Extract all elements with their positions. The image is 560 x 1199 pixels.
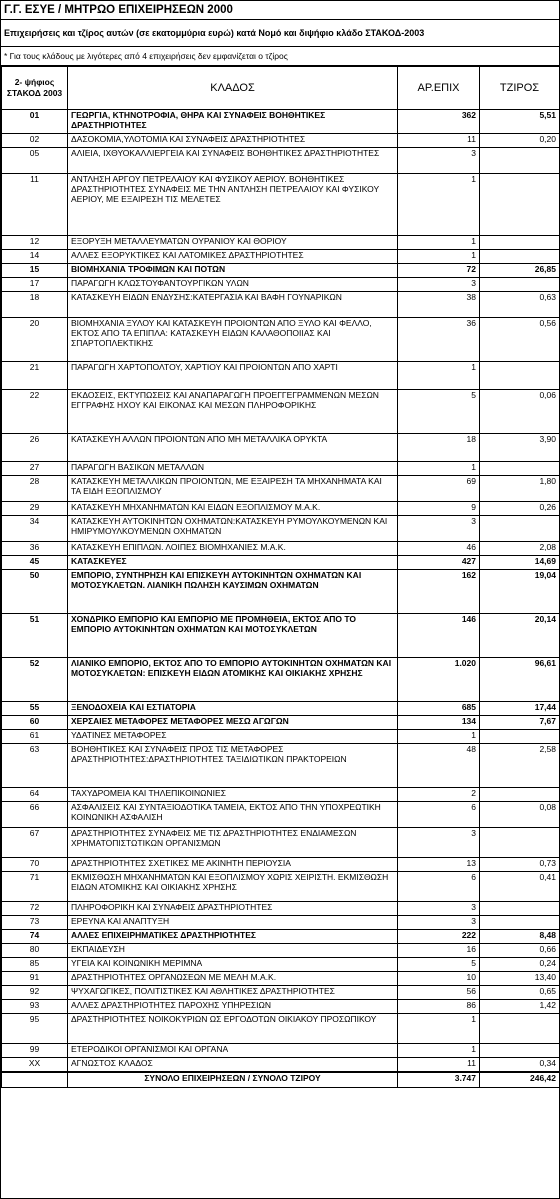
- row-code: 74: [2, 930, 68, 944]
- table-row: [2, 972, 560, 986]
- row-turnover: [480, 148, 560, 174]
- row-code: 64: [2, 788, 68, 802]
- row-code: 72: [2, 902, 68, 916]
- row-code: 55: [2, 702, 68, 716]
- table-row: [2, 278, 560, 292]
- table-row: [2, 542, 560, 556]
- table-row: [2, 390, 560, 434]
- row-sector: ΚΑΤΑΣΚΕΥΗ ΑΥΤΟΚΙΝΗΤΩΝ ΟΧΗΜΑΤΩΝ:ΚΑΤΑΣΚΕΥΗ ΡΥΜΟΥΛΚΟΥΜΕΝΩΝ ΚΑΙ ΗΜΙΡΥΜΟΥΛΚΟΥΜΕΝΩΝ ΟΧΗΜΑΤΩΝ: [68, 516, 398, 542]
- row-turnover: 1,42: [480, 1000, 560, 1014]
- table-row: [2, 174, 560, 236]
- row-turnover: 19,04: [480, 570, 560, 614]
- row-sector: ΑΛΛΕΣ ΔΡΑΣΤΗΡΙΟΤΗΤΕΣ ΠΑΡΟΧΗΣ ΥΠΗΡΕΣΙΩΝ: [68, 1000, 398, 1014]
- row-turnover: 1,80: [480, 476, 560, 502]
- row-code: 80: [2, 944, 68, 958]
- row-code: 45: [2, 556, 68, 570]
- row-count: 2: [398, 788, 480, 802]
- row-sector: ΕΜΠΟΡΙΟ, ΣΥΝΤΗΡΗΣΗ ΚΑΙ ΕΠΙΣΚΕΥΗ ΑΥΤΟΚΙΝΗΤΩΝ ΟΧΗΜΑΤΩΝ ΚΑΙ ΜΟΤΟΣΥΚΛΕΤΩΝ. ΛΙΑΝΙΚΗ ΠΩΛΗΣΗ ΚΑΥΣΙΜΩΝ ΟΧΗΜΑΤΩΝ: [68, 570, 398, 614]
- row-code: 85: [2, 958, 68, 972]
- table-row: [2, 110, 560, 134]
- row-sector: ΚΑΤΑΣΚΕΥΗ ΕΙΔΩΝ ΕΝΔΥΣΗΣ:ΚΑΤΕΡΓΑΣΙΑ ΚΑΙ ΒΑΦΗ ΓΟΥΝΑΡΙΚΩΝ: [68, 292, 398, 318]
- row-sector: ΕΚΔΟΣΕΙΣ, ΕΚΤΥΠΩΣΕΙΣ ΚΑΙ ΑΝΑΠΑΡΑΓΩΓΗ ΠΡΟΕΓΓΕΓΡΑΜΜΕΝΩΝ ΜΕΣΩΝ ΕΓΓΡΑΦΗΣ ΗΧΟΥ ΚΑΙ ΕΙΚΟΝΑΣ ΚΑΙ ΜΕΣΩΝ ΠΛΗΡΟΦΟΡΙΚΗΣ: [68, 390, 398, 434]
- report-title: Γ.Γ. ΕΣΥΕ / ΜΗΤΡΩΟ ΕΠΙΧΕΙΡΗΣΕΩΝ 2000: [1, 1, 559, 20]
- row-code: 28: [2, 476, 68, 502]
- row-count: 46: [398, 542, 480, 556]
- row-count: 18: [398, 434, 480, 462]
- row-code: 92: [2, 986, 68, 1000]
- table-row: [2, 744, 560, 788]
- row-sector: ΔΡΑΣΤΗΡΙΟΤΗΤΕΣ ΣΥΝΑΦΕΙΣ ΜΕ ΤΙΣ ΔΡΑΣΤΗΡΙΟΤΗΤΕΣ ΕΝΔΙΑΜΕΣΩΝ ΧΡΗΜΑΤΟΠΙΣΤΩΤΙΚΩΝ ΟΡΓΑΝΙΣΜΩΝ: [68, 828, 398, 858]
- row-count: 16: [398, 944, 480, 958]
- table-row: [2, 658, 560, 702]
- table-row: [2, 958, 560, 972]
- table-row: [2, 858, 560, 872]
- table-row: [2, 902, 560, 916]
- row-count: 13: [398, 858, 480, 872]
- row-sector: ΚΑΤΑΣΚΕΥΗ ΑΛΛΩΝ ΠΡΟΙΟΝΤΩΝ ΑΠΟ ΜΗ ΜΕΤΑΛΛΙΚΑ ΟΡΥΚΤΑ: [68, 434, 398, 462]
- row-sector: ΑΣΦΑΛΙΣΕΙΣ ΚΑΙ ΣΥΝΤΑΞΙΟΔΟΤΙΚΑ ΤΑΜΕΙΑ, ΕΚΤΟΣ ΑΠΟ ΤΗΝ ΥΠΟΧΡΕΩΤΙΚΗ ΚΟΙΝΩΝΙΚΗ ΑΣΦΑΛΙΣΗ: [68, 802, 398, 828]
- row-sector: ΕΡΕΥΝΑ ΚΑΙ ΑΝΑΠΤΥΞΗ: [68, 916, 398, 930]
- row-sector: ΔΡΑΣΤΗΡΙΟΤΗΤΕΣ ΝΟΙΚΟΚΥΡΙΩΝ ΩΣ ΕΡΓΟΔΟΤΩΝ ΟΙΚΙΑΚΟΥ ΠΡΟΣΩΠΙΚΟΥ: [68, 1014, 398, 1044]
- row-count: 9: [398, 502, 480, 516]
- table-row: [2, 1058, 560, 1073]
- table-row: [2, 264, 560, 278]
- row-count: 685: [398, 702, 480, 716]
- row-code: 26: [2, 434, 68, 462]
- row-code: 50: [2, 570, 68, 614]
- row-sector: ΚΑΤΑΣΚΕΥΗ ΜΗΧΑΝΗΜΑΤΩΝ ΚΑΙ ΕΙΔΩΝ ΕΞΟΠΛΙΣΜΟΥ Μ.Α.Κ.: [68, 502, 398, 516]
- table-row: [2, 134, 560, 148]
- table-row: [2, 802, 560, 828]
- total-count: 3.747: [398, 1072, 480, 1088]
- row-turnover: 8,48: [480, 930, 560, 944]
- row-count: 1: [398, 730, 480, 744]
- row-turnover: 0,20: [480, 134, 560, 148]
- row-sector: ΚΑΤΑΣΚΕΥΕΣ: [68, 556, 398, 570]
- sector-table: [1, 66, 560, 1088]
- row-sector: ΑΛΛΕΣ ΕΞΟΡΥΚΤΙΚΕΣ ΚΑΙ ΛΑΤΟΜΙΚΕΣ ΔΡΑΣΤΗΡΙΟΤΗΤΕΣ: [68, 250, 398, 264]
- row-sector: ΑΓΝΩΣΤΟΣ ΚΛΑΔΟΣ: [68, 1058, 398, 1073]
- header-turnover: ΤΖΙΡΟΣ: [480, 67, 560, 110]
- row-code: 66: [2, 802, 68, 828]
- row-code: 05: [2, 148, 68, 174]
- row-sector: ΠΑΡΑΓΩΓΗ ΚΛΩΣΤΟΥΦΑΝΤΟΥΡΓΙΚΩΝ ΥΛΩΝ: [68, 278, 398, 292]
- total-label: ΣΥΝΟΛΟ ΕΠΙΧΕΙΡΗΣΕΩΝ / ΣΥΝΟΛΟ ΤΖΙΡΟΥ: [68, 1072, 398, 1088]
- row-turnover: [480, 730, 560, 744]
- row-turnover: 0,56: [480, 318, 560, 362]
- table-row: [2, 986, 560, 1000]
- row-code: 70: [2, 858, 68, 872]
- table-row: [2, 1000, 560, 1014]
- row-count: 3: [398, 516, 480, 542]
- row-turnover: [480, 174, 560, 236]
- row-code: 18: [2, 292, 68, 318]
- row-sector: ΞΕΝΟΔΟΧΕΙΑ ΚΑΙ ΕΣΤΙΑΤΟΡΙΑ: [68, 702, 398, 716]
- row-turnover: [480, 828, 560, 858]
- table-row: [2, 944, 560, 958]
- row-turnover: [480, 902, 560, 916]
- row-sector: ΨΥΧΑΓΩΓΙΚΕΣ, ΠΟΛΙΤΙΣΤΙΚΕΣ ΚΑΙ ΑΘΛΗΤΙΚΕΣ ΔΡΑΣΤΗΡΙΟΤΗΤΕΣ: [68, 986, 398, 1000]
- row-code: 29: [2, 502, 68, 516]
- row-sector: ΓΕΩΡΓΙΑ, ΚΤΗΝΟΤΡΟΦΙΑ, ΘΗΡΑ ΚΑΙ ΣΥΝΑΦΕΙΣ ΒΟΗΘΗΤΙΚΕΣ ΔΡΑΣΤΗΡΙΟΤΗΤΕΣ: [68, 110, 398, 134]
- row-turnover: [480, 462, 560, 476]
- row-sector: ΕΞΟΡΥΞΗ ΜΕΤΑΛΛΕΥΜΑΤΩΝ ΟΥΡΑΝΙΟΥ ΚΑΙ ΘΟΡΙΟΥ: [68, 236, 398, 250]
- row-count: 10: [398, 972, 480, 986]
- table-row: [2, 716, 560, 730]
- table-row: [2, 614, 560, 658]
- row-code: 17: [2, 278, 68, 292]
- row-code: 36: [2, 542, 68, 556]
- row-count: 72: [398, 264, 480, 278]
- header-count: ΑΡ.ΕΠΙΧ: [398, 67, 480, 110]
- table-row: [2, 434, 560, 462]
- row-sector: ΒΟΗΘΗΤΙΚΕΣ ΚΑΙ ΣΥΝΑΦΕΙΣ ΠΡΟΣ ΤΙΣ ΜΕΤΑΦΟΡΕΣ ΔΡΑΣΤΗΡΙΟΤΗΤΕΣ:ΔΡΑΣΤΗΡΙΟΤΗΤΕΣ ΤΑΞΙΔΙΩΤΙΚΩΝ ΠΡΑΚΤΟΡΕΙΩΝ: [68, 744, 398, 788]
- table-row: [2, 250, 560, 264]
- row-count: 48: [398, 744, 480, 788]
- row-count: 1: [398, 1044, 480, 1058]
- row-sector: ΔΡΑΣΤΗΡΙΟΤΗΤΕΣ ΣΧΕΤΙΚΕΣ ΜΕ ΑΚΙΝΗΤΗ ΠΕΡΙΟΥΣΙΑ: [68, 858, 398, 872]
- table-row: [2, 292, 560, 318]
- row-code: 73: [2, 916, 68, 930]
- row-count: 3: [398, 278, 480, 292]
- row-sector: ΕΚΠΑΙΔΕΥΣΗ: [68, 944, 398, 958]
- row-turnover: [480, 236, 560, 250]
- row-code: 91: [2, 972, 68, 986]
- row-count: 427: [398, 556, 480, 570]
- row-sector: ΕΤΕΡΟΔΙΚΟΙ ΟΡΓΑΝΙΣΜΟΙ ΚΑΙ ΟΡΓΑΝΑ: [68, 1044, 398, 1058]
- row-code: 12: [2, 236, 68, 250]
- row-sector: ΧΕΡΣΑΙΕΣ ΜΕΤΑΦΟΡΕΣ ΜΕΤΑΦΟΡΕΣ ΜΕΣΩ ΑΓΩΓΩΝ: [68, 716, 398, 730]
- row-code: 27: [2, 462, 68, 476]
- row-turnover: 0,08: [480, 802, 560, 828]
- table-row: [2, 362, 560, 390]
- table-row: [2, 148, 560, 174]
- row-count: 86: [398, 1000, 480, 1014]
- table-row: [2, 788, 560, 802]
- row-count: 11: [398, 134, 480, 148]
- row-count: 3: [398, 902, 480, 916]
- row-code: 01: [2, 110, 68, 134]
- row-sector: ΤΑΧΥΔΡΟΜΕΙΑ ΚΑΙ ΤΗΛΕΠΙΚΟΙΝΩΝΙΕΣ: [68, 788, 398, 802]
- total-turnover: 246,42: [480, 1072, 560, 1088]
- row-turnover: [480, 362, 560, 390]
- row-count: 6: [398, 802, 480, 828]
- row-code: 63: [2, 744, 68, 788]
- row-sector: ΧΟΝΔΡΙΚΟ ΕΜΠΟΡΙΟ ΚΑΙ ΕΜΠΟΡΙΟ ΜΕ ΠΡΟΜΗΘΕΙΑ, ΕΚΤΟΣ ΑΠΟ ΤΟ ΕΜΠΟΡΙΟ ΑΥΤΟΚΙΝΗΤΩΝ ΟΧΗΜΑΤΩΝ ΚΑΙ ΜΟΤΟΣΥΚΛΕΤΩΝ: [68, 614, 398, 658]
- row-turnover: 13,40: [480, 972, 560, 986]
- table-row: [2, 916, 560, 930]
- row-turnover: 0,06: [480, 390, 560, 434]
- row-code: 51: [2, 614, 68, 658]
- row-sector: ΕΚΜΙΣΘΩΣΗ ΜΗΧΑΝΗΜΑΤΩΝ ΚΑΙ ΕΞΟΠΛΙΣΜΟΥ ΧΩΡΙΣ ΧΕΙΡΙΣΤΗ. ΕΚΜΙΣΘΩΣΗ ΕΙΔΩΝ ΑΤΟΜΙΚΗΣ ΚΑΙ ΟΙΚΙΑΚΗΣ ΧΡΗΣΗΣ: [68, 872, 398, 902]
- row-count: 362: [398, 110, 480, 134]
- table-row: [2, 476, 560, 502]
- row-sector: ΥΓΕΙΑ ΚΑΙ ΚΟΙΝΩΝΙΚΗ ΜΕΡΙΜΝΑ: [68, 958, 398, 972]
- row-turnover: 5,51: [480, 110, 560, 134]
- row-count: 69: [398, 476, 480, 502]
- row-sector: ΚΑΤΑΣΚΕΥΗ ΜΕΤΑΛΛΙΚΩΝ ΠΡΟΙΟΝΤΩΝ, ΜΕ ΕΞΑΙΡΕΣΗ ΤΑ ΜΗΧΑΝΗΜΑΤΑ ΚΑΙ ΤΑ ΕΙΔΗ ΕΞΟΠΛΙΣΜΟΥ: [68, 476, 398, 502]
- table-row: [2, 1044, 560, 1058]
- row-sector: ΑΝΤΛΗΣΗ ΑΡΓΟΥ ΠΕΤΡΕΛΑΙΟΥ ΚΑΙ ΦΥΣΙΚΟΥ ΑΕΡΙΟΥ. ΒΟΗΘΗΤΙΚΕΣ ΔΡΑΣΤΗΡΙΟΤΗΤΕΣ ΣΥΝΑΦΕΙΣ ΜΕ ΤΗΝ ΑΝΤΛΗΣΗ ΠΕΤΡΕΛΑΙΟΥ ΚΑΙ ΦΥΣΙΚΟΥ ΑΕΡΙΟΥ, ΜΕ ΕΞΑΙΡΕΣΗ ΤΙΣ ΜΕΛΕΤΕΣ: [68, 174, 398, 236]
- row-code: 11: [2, 174, 68, 236]
- total-spacer: [2, 1072, 68, 1088]
- row-turnover: 0,34: [480, 1058, 560, 1073]
- row-turnover: 0,63: [480, 292, 560, 318]
- row-count: 162: [398, 570, 480, 614]
- row-sector: ΠΛΗΡΟΦΟΡΙΚΗ ΚΑΙ ΣΥΝΑΦΕΙΣ ΔΡΑΣΤΗΡΙΟΤΗΤΕΣ: [68, 902, 398, 916]
- row-turnover: 26,85: [480, 264, 560, 278]
- row-code: 02: [2, 134, 68, 148]
- table-row: [2, 236, 560, 250]
- report-note: * Για τους κλάδους με λιγότερες από 4 επιχειρήσεις δεν εμφανίζεται ο τζίρος: [1, 47, 559, 66]
- row-sector: ΔΡΑΣΤΗΡΙΟΤΗΤΕΣ ΟΡΓΑΝΩΣΕΩΝ ΜΕ ΜΕΛΗ Μ.Α.Κ.: [68, 972, 398, 986]
- row-turnover: 14,69: [480, 556, 560, 570]
- row-turnover: 3,90: [480, 434, 560, 462]
- header-sector: ΚΛΑΔΟΣ: [68, 67, 398, 110]
- row-code: 22: [2, 390, 68, 434]
- row-count: 222: [398, 930, 480, 944]
- row-turnover: 0,26: [480, 502, 560, 516]
- row-code: 71: [2, 872, 68, 902]
- row-turnover: 17,44: [480, 702, 560, 716]
- row-sector: ΛΙΑΝΙΚΟ ΕΜΠΟΡΙΟ, ΕΚΤΟΣ ΑΠΟ ΤΟ ΕΜΠΟΡΙΟ ΑΥΤΟΚΙΝΗΤΩΝ ΟΧΗΜΑΤΩΝ ΚΑΙ ΜΟΤΟΣΥΚΛΕΤΩΝ: ΕΠΙΣΚΕΥΗ ΕΙΔΩΝ ΑΤΟΜΙΚΗΣ ΚΑΙ ΟΙΚΙΑΚΗΣ ΧΡΗΣΗΣ: [68, 658, 398, 702]
- row-count: 1: [398, 174, 480, 236]
- row-count: 56: [398, 986, 480, 1000]
- row-turnover: 0,66: [480, 944, 560, 958]
- row-code: 61: [2, 730, 68, 744]
- row-count: 1: [398, 462, 480, 476]
- row-code: XX: [2, 1058, 68, 1073]
- row-count: 11: [398, 1058, 480, 1073]
- row-turnover: [480, 788, 560, 802]
- row-count: 1: [398, 362, 480, 390]
- row-turnover: [480, 1014, 560, 1044]
- row-turnover: [480, 516, 560, 542]
- row-sector: ΠΑΡΑΓΩΓΗ ΧΑΡΤΟΠΟΛΤΟΥ, ΧΑΡΤΙΟΥ ΚΑΙ ΠΡΟΙΟΝΤΩΝ ΑΠΟ ΧΑΡΤΙ: [68, 362, 398, 390]
- row-turnover: [480, 250, 560, 264]
- row-turnover: 2,58: [480, 744, 560, 788]
- row-code: 21: [2, 362, 68, 390]
- row-count: 3: [398, 916, 480, 930]
- row-code: 60: [2, 716, 68, 730]
- row-code: 20: [2, 318, 68, 362]
- table-row: [2, 556, 560, 570]
- row-turnover: 0,73: [480, 858, 560, 872]
- row-turnover: 7,67: [480, 716, 560, 730]
- row-count: 36: [398, 318, 480, 362]
- row-sector: ΚΑΤΑΣΚΕΥΗ ΕΠΙΠΛΩΝ. ΛΟΙΠΕΣ ΒΙΟΜΗΧΑΝΙΕΣ Μ.Α.Κ.: [68, 542, 398, 556]
- header-code: 2- ψήφιος ΣΤΑΚΟΔ 2003: [2, 67, 68, 110]
- row-count: 6: [398, 872, 480, 902]
- table-row: [2, 1014, 560, 1044]
- table-row: [2, 730, 560, 744]
- row-count: 5: [398, 958, 480, 972]
- row-turnover: 2,08: [480, 542, 560, 556]
- report-subtitle: Επιχειρήσεις και τζίρος αυτών (σε εκατομμύρια ευρώ) κατά Νομό και διψήφιο κλάδο ΣΤΑΚΟΔ-2003: [1, 20, 559, 47]
- table-row: [2, 872, 560, 902]
- row-turnover: [480, 916, 560, 930]
- table-row: [2, 516, 560, 542]
- row-code: 67: [2, 828, 68, 858]
- row-code: 93: [2, 1000, 68, 1014]
- row-count: 3: [398, 148, 480, 174]
- table-row: [2, 462, 560, 476]
- row-sector: ΥΔΑΤΙΝΕΣ ΜΕΤΑΦΟΡΕΣ: [68, 730, 398, 744]
- table-row: [2, 570, 560, 614]
- row-turnover: 20,14: [480, 614, 560, 658]
- table-row: [2, 502, 560, 516]
- row-sector: ΒΙΟΜΗΧΑΝΙΑ ΤΡΟΦΙΜΩΝ ΚΑΙ ΠΟΤΩΝ: [68, 264, 398, 278]
- row-count: 146: [398, 614, 480, 658]
- row-sector: ΑΛΛΕΣ ΕΠΙΧΕΙΡΗΜΑΤΙΚΕΣ ΔΡΑΣΤΗΡΙΟΤΗΤΕΣ: [68, 930, 398, 944]
- table-row: [2, 930, 560, 944]
- row-turnover: 0,24: [480, 958, 560, 972]
- row-sector: ΠΑΡΑΓΩΓΗ ΒΑΣΙΚΩΝ ΜΕΤΑΛΛΩΝ: [68, 462, 398, 476]
- row-sector: ΔΑΣΟΚΟΜΙΑ,ΥΛΟΤΟΜΙΑ ΚΑΙ ΣΥΝΑΦΕΙΣ ΔΡΑΣΤΗΡΙΟΤΗΤΕΣ: [68, 134, 398, 148]
- row-turnover: 96,61: [480, 658, 560, 702]
- row-code: 99: [2, 1044, 68, 1058]
- row-count: 1: [398, 236, 480, 250]
- row-count: 5: [398, 390, 480, 434]
- row-sector: ΑΛΙΕΙΑ, ΙΧΘΥΟΚΑΛΛΙΕΡΓΕΙΑ ΚΑΙ ΣΥΝΑΦΕΙΣ ΒΟΗΘΗΤΙΚΕΣ ΔΡΑΣΤΗΡΙΟΤΗΤΕΣ: [68, 148, 398, 174]
- row-count: 1.020: [398, 658, 480, 702]
- table-header-row: [2, 67, 560, 110]
- row-count: 134: [398, 716, 480, 730]
- row-count: 1: [398, 250, 480, 264]
- row-count: 3: [398, 828, 480, 858]
- row-count: 1: [398, 1014, 480, 1044]
- total-row: [2, 1072, 560, 1088]
- table-row: [2, 318, 560, 362]
- row-count: 38: [398, 292, 480, 318]
- table-row: [2, 702, 560, 716]
- table-row: [2, 828, 560, 858]
- row-sector: ΒΙΟΜΗΧΑΝΙΑ ΞΥΛΟΥ ΚΑΙ ΚΑΤΑΣΚΕΥΗ ΠΡΟΙΟΝΤΩΝ ΑΠΟ ΞΥΛΟ ΚΑΙ ΦΕΛΛΟ, ΕΚΤΟΣ ΑΠΟ ΤΑ ΕΠΙΠΛΑ: ΚΑΤΑΣΚΕΥΗ ΕΙΔΩΝ ΚΑΛΑΘΟΠΟΙΙΑΣ ΚΑΙ ΣΠΑΡΤΟΠΛΕΚΤΙΚΗΣ: [68, 318, 398, 362]
- row-turnover: 0,65: [480, 986, 560, 1000]
- row-code: 14: [2, 250, 68, 264]
- row-code: 52: [2, 658, 68, 702]
- row-code: 95: [2, 1014, 68, 1044]
- row-code: 15: [2, 264, 68, 278]
- row-turnover: [480, 1044, 560, 1058]
- row-turnover: 0,41: [480, 872, 560, 902]
- row-turnover: [480, 278, 560, 292]
- row-code: 34: [2, 516, 68, 542]
